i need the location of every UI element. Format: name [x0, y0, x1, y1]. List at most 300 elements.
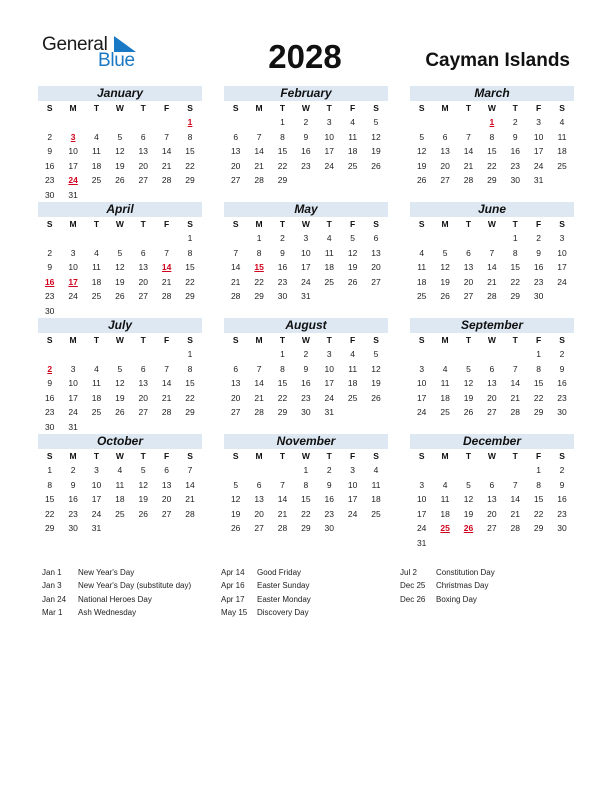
empty-day — [410, 231, 433, 246]
day-cell: 4 — [559, 117, 565, 127]
day-cell: 27 — [254, 523, 264, 533]
day-cell: 7 — [280, 479, 285, 490]
day-cell: 8 — [303, 479, 309, 490]
month-grid — [410, 333, 574, 420]
day-cell: 15 — [185, 146, 195, 156]
empty-day — [132, 231, 155, 246]
day-cell: 15 — [185, 378, 195, 388]
day-cell: 5 — [466, 363, 471, 374]
day-cell: 13 — [230, 378, 241, 388]
day-cell: 30 — [277, 291, 288, 301]
day-cell: 5 — [140, 465, 146, 475]
day-cell: 10 — [91, 479, 102, 490]
day-cell: 5 — [117, 247, 123, 258]
day-cell: 29 — [277, 407, 288, 417]
empty-day — [480, 463, 503, 478]
holiday-name: Christmas Day — [436, 581, 489, 591]
day-cell: 11 — [348, 131, 358, 142]
day-cell: 31 — [68, 421, 78, 432]
day-cell: 31 — [416, 537, 427, 548]
empty-day — [433, 115, 456, 130]
empty-day — [85, 347, 108, 362]
day-cell: 19 — [347, 262, 358, 272]
weekday-header: S — [46, 219, 53, 229]
holiday-name: Good Friday — [257, 568, 302, 577]
empty-day — [85, 231, 108, 246]
empty-day — [224, 231, 247, 246]
day-cell: 6 — [233, 131, 239, 142]
empty-day — [61, 347, 84, 362]
weekday-header: F — [536, 335, 542, 345]
day-cell: 14 — [161, 146, 172, 156]
day-cell: 11 — [92, 262, 101, 272]
day-cell: 9 — [47, 146, 53, 156]
day-cell: 3 — [70, 247, 76, 258]
day-cell: 30 — [324, 523, 334, 533]
day-cell: 2 — [559, 465, 565, 475]
empty-day — [224, 463, 247, 478]
day-cell: 13 — [463, 262, 474, 272]
day-cell: 2 — [559, 349, 565, 359]
day-cell: 13 — [487, 378, 497, 388]
day-cell: 19 — [230, 508, 241, 519]
day-cell: 22 — [254, 276, 264, 287]
month-title: September — [410, 318, 574, 333]
weekday-header: S — [418, 103, 425, 113]
day-cell: 29 — [44, 523, 55, 533]
day-cell: 10 — [301, 247, 311, 258]
weekday-header: W — [115, 103, 124, 113]
day-cell: 30 — [510, 175, 520, 185]
day-cell: 18 — [440, 508, 450, 519]
empty-day — [271, 463, 294, 478]
empty-day — [410, 347, 433, 362]
day-cell: 24 — [301, 276, 311, 287]
day-cell: 7 — [466, 131, 471, 142]
day-cell: 25 — [347, 160, 358, 171]
holiday-day: 16 — [44, 276, 55, 287]
weekday-header: T — [279, 219, 286, 229]
day-cell: 28 — [161, 407, 172, 417]
day-cell: 24 — [68, 291, 78, 301]
weekday-header: S — [187, 335, 193, 345]
day-cell: 11 — [417, 262, 427, 272]
day-cell: 2 — [512, 117, 518, 127]
day-cell: 31 — [324, 407, 334, 417]
day-cell: 14 — [230, 262, 241, 272]
day-cell: 22 — [277, 160, 288, 171]
day-cell: 13 — [230, 146, 241, 156]
day-cell: 28 — [161, 175, 172, 185]
day-cell: 29 — [487, 175, 497, 185]
empty-day — [132, 115, 155, 130]
weekday-header: T — [465, 219, 472, 229]
day-cell: 6 — [373, 233, 379, 243]
day-cell: 26 — [115, 291, 125, 301]
brand-word-general: General — [42, 34, 108, 55]
day-cell: 11 — [92, 146, 101, 156]
day-cell: 10 — [416, 378, 427, 388]
day-cell: 24 — [533, 160, 544, 171]
month-title: January — [38, 86, 202, 101]
empty-day — [457, 231, 480, 246]
month-title: April — [38, 202, 202, 217]
weekday-header: F — [536, 219, 542, 229]
day-cell: 14 — [254, 378, 264, 388]
weekday-header: S — [373, 103, 379, 113]
day-cell: 18 — [324, 262, 334, 272]
weekday-header: S — [559, 103, 565, 113]
day-cell: 20 — [487, 392, 497, 403]
day-cell: 15 — [301, 494, 311, 504]
day-cell: 16 — [301, 146, 311, 156]
day-cell: 7 — [512, 479, 518, 490]
weekday-header: M — [441, 451, 449, 461]
empty-day — [108, 347, 131, 362]
day-cell: 6 — [256, 479, 262, 490]
day-cell: 18 — [91, 160, 102, 171]
day-cell: 30 — [68, 523, 78, 533]
day-cell: 22 — [533, 508, 544, 519]
day-cell: 17 — [68, 392, 78, 403]
day-cell: 5 — [466, 479, 471, 490]
weekday-header: F — [164, 335, 170, 345]
weekday-header: T — [326, 219, 332, 229]
day-cell: 26 — [138, 508, 148, 519]
day-cell: 14 — [254, 146, 264, 156]
day-cell: 24 — [324, 160, 334, 171]
month-grid — [224, 217, 388, 304]
day-cell: 3 — [94, 465, 99, 475]
empty-day — [85, 115, 108, 130]
day-cell: 11 — [92, 378, 101, 388]
day-cell: 13 — [487, 494, 497, 504]
day-cell: 3 — [326, 117, 332, 127]
day-cell: 1 — [187, 349, 193, 359]
day-cell: 22 — [301, 508, 311, 519]
month-title: July — [38, 318, 202, 333]
day-cell: 2 — [536, 233, 542, 243]
month-december — [410, 434, 574, 550]
weekday-header: T — [512, 335, 518, 345]
day-cell: 26 — [115, 175, 125, 185]
weekday-header: T — [140, 219, 146, 229]
weekday-header: M — [69, 451, 77, 461]
day-cell: 12 — [115, 146, 125, 156]
holiday-day: 3 — [70, 131, 76, 142]
day-cell: 2 — [70, 465, 76, 475]
holiday-date: Apr 17 — [221, 594, 245, 604]
day-cell: 27 — [463, 291, 474, 301]
day-cell: 17 — [324, 378, 334, 388]
day-cell: 23 — [277, 276, 288, 287]
day-cell: 30 — [301, 407, 311, 417]
day-cell: 31 — [91, 523, 102, 533]
day-cell: 19 — [416, 160, 427, 171]
day-cell: 12 — [115, 378, 125, 388]
weekday-header: W — [301, 103, 310, 113]
day-cell: 22 — [510, 276, 520, 287]
day-cell: 4 — [94, 131, 99, 142]
day-cell: 28 — [254, 175, 264, 185]
day-cell: 11 — [348, 363, 358, 374]
holiday-date: May 15 — [221, 607, 248, 617]
day-cell: 9 — [47, 378, 53, 388]
empty-day — [410, 115, 433, 130]
day-cell: 20 — [138, 160, 148, 171]
day-cell: 28 — [510, 523, 520, 533]
day-cell: 4 — [94, 363, 99, 374]
weekday-header: T — [326, 335, 332, 345]
holiday-day: 14 — [161, 262, 172, 272]
month-march — [410, 86, 574, 188]
day-cell: 21 — [510, 392, 520, 403]
day-cell: 9 — [536, 247, 542, 258]
day-cell: 14 — [161, 378, 172, 388]
day-cell: 23 — [533, 276, 544, 287]
weekday-header: F — [164, 219, 170, 229]
holiday-day: 24 — [68, 175, 78, 185]
day-cell: 4 — [117, 465, 123, 475]
day-cell: 2 — [303, 117, 309, 127]
day-cell: 10 — [68, 378, 78, 388]
month-grid — [224, 449, 388, 536]
day-cell: 14 — [510, 378, 520, 388]
month-grid — [224, 101, 388, 188]
empty-day — [38, 115, 61, 130]
day-cell: 15 — [185, 262, 195, 272]
day-cell: 22 — [487, 160, 497, 171]
day-cell: 11 — [324, 247, 334, 258]
day-cell: 8 — [47, 479, 53, 490]
holiday-date: Dec 25 — [400, 581, 426, 591]
day-cell: 7 — [256, 363, 262, 374]
day-cell: 3 — [419, 363, 425, 374]
weekday-header: M — [255, 335, 263, 345]
month-grid — [410, 217, 574, 304]
day-cell: 16 — [557, 494, 567, 504]
empty-day — [247, 115, 270, 130]
day-cell: 15 — [510, 262, 520, 272]
day-cell: 3 — [303, 233, 309, 243]
day-cell: 1 — [47, 465, 53, 475]
country-name: Cayman Islands — [425, 50, 570, 71]
empty-day — [247, 347, 270, 362]
empty-day — [38, 231, 61, 246]
holiday-day: 1 — [489, 117, 495, 127]
holiday-column — [400, 566, 495, 606]
day-cell: 9 — [303, 131, 309, 142]
day-cell: 5 — [117, 131, 123, 142]
day-cell: 27 — [161, 508, 172, 519]
month-november — [224, 434, 388, 536]
holiday-entry — [221, 606, 311, 619]
day-cell: 22 — [185, 392, 195, 403]
day-cell: 13 — [440, 146, 450, 156]
weekday-header: S — [187, 451, 193, 461]
month-title: November — [224, 434, 388, 449]
day-cell: 9 — [280, 247, 285, 258]
day-cell: 22 — [533, 392, 544, 403]
day-cell: 9 — [326, 479, 332, 490]
month-september — [410, 318, 574, 420]
holiday-entry — [400, 593, 495, 606]
month-title: March — [410, 86, 574, 101]
holiday-date: Apr 16 — [221, 581, 245, 591]
day-cell: 16 — [277, 262, 288, 272]
day-cell: 5 — [117, 363, 123, 374]
day-cell: 29 — [533, 523, 544, 533]
day-cell: 4 — [373, 465, 379, 475]
day-cell: 9 — [303, 363, 309, 374]
month-august — [224, 318, 388, 420]
empty-day — [457, 347, 480, 362]
weekday-header: S — [232, 451, 239, 461]
day-cell: 18 — [416, 276, 427, 287]
day-cell: 4 — [350, 117, 356, 127]
empty-day — [108, 115, 131, 130]
day-cell: 1 — [256, 233, 262, 243]
weekday-header: M — [441, 335, 449, 345]
day-cell: 17 — [347, 494, 358, 504]
weekday-header: W — [115, 451, 124, 461]
day-cell: 2 — [326, 465, 332, 475]
day-cell: 21 — [161, 392, 172, 403]
empty-day — [433, 347, 456, 362]
day-cell: 23 — [44, 175, 55, 185]
day-cell: 30 — [557, 523, 567, 533]
month-grid — [38, 101, 202, 202]
weekday-header: W — [487, 103, 496, 113]
day-cell: 20 — [463, 276, 474, 287]
month-february — [224, 86, 388, 188]
holiday-entry — [221, 566, 311, 579]
day-cell: 14 — [510, 494, 520, 504]
day-cell: 23 — [510, 160, 520, 171]
holiday-column — [42, 566, 191, 619]
day-cell: 6 — [489, 479, 495, 490]
brand-word-blue: Blue — [98, 50, 135, 71]
day-cell: 12 — [115, 262, 125, 272]
weekday-header: W — [301, 451, 310, 461]
day-cell: 8 — [512, 247, 518, 258]
weekday-header: M — [255, 103, 263, 113]
weekday-header: T — [93, 103, 100, 113]
day-cell: 28 — [254, 407, 264, 417]
day-cell: 4 — [350, 349, 356, 359]
weekday-header: M — [255, 219, 263, 229]
day-cell: 17 — [416, 392, 427, 403]
weekday-header: M — [255, 451, 263, 461]
day-cell: 28 — [277, 523, 288, 533]
day-cell: 13 — [138, 378, 148, 388]
day-cell: 19 — [371, 146, 381, 156]
day-cell: 21 — [254, 392, 264, 403]
day-cell: 16 — [533, 262, 544, 272]
month-july — [38, 318, 202, 434]
day-cell: 15 — [44, 494, 55, 504]
day-cell: 8 — [187, 247, 193, 258]
day-cell: 11 — [440, 494, 450, 504]
day-cell: 15 — [277, 146, 288, 156]
day-cell: 19 — [371, 378, 381, 388]
empty-day — [457, 115, 480, 130]
day-cell: 20 — [230, 160, 241, 171]
day-cell: 7 — [187, 465, 193, 475]
empty-day — [457, 463, 480, 478]
day-cell: 8 — [187, 131, 193, 142]
day-cell: 27 — [230, 175, 241, 185]
day-cell: 25 — [371, 508, 381, 519]
weekday-header: T — [279, 451, 286, 461]
day-cell: 26 — [416, 175, 427, 185]
weekday-header: T — [93, 335, 100, 345]
day-cell: 31 — [533, 175, 544, 185]
day-cell: 23 — [557, 508, 567, 519]
weekday-header: M — [69, 103, 77, 113]
empty-day — [61, 115, 84, 130]
day-cell: 7 — [489, 247, 495, 258]
day-cell: 24 — [557, 276, 567, 287]
holiday-name: National Heroes Day — [78, 594, 152, 604]
day-cell: 28 — [185, 508, 195, 519]
day-cell: 29 — [510, 291, 520, 301]
day-cell: 5 — [233, 479, 239, 490]
day-cell: 1 — [187, 233, 193, 243]
day-cell: 16 — [510, 146, 520, 156]
holiday-entry — [42, 579, 191, 592]
day-cell: 23 — [301, 392, 311, 403]
day-cell: 30 — [533, 291, 544, 301]
holiday-day: 1 — [187, 117, 193, 127]
weekday-header: T — [512, 451, 518, 461]
holiday-column — [221, 566, 311, 619]
weekday-header: S — [559, 451, 565, 461]
day-cell: 25 — [91, 407, 102, 417]
day-cell: 17 — [324, 146, 334, 156]
day-cell: 5 — [373, 117, 379, 127]
holiday-entry — [221, 593, 311, 606]
day-cell: 2 — [303, 349, 309, 359]
day-cell: 3 — [326, 349, 332, 359]
day-cell: 1 — [536, 465, 542, 475]
day-cell: 29 — [277, 175, 288, 185]
day-cell: 20 — [440, 160, 450, 171]
month-title: February — [224, 86, 388, 101]
day-cell: 27 — [487, 407, 497, 417]
day-cell: 29 — [185, 175, 195, 185]
day-cell: 7 — [164, 363, 170, 374]
day-cell: 5 — [442, 247, 448, 258]
holiday-day: 2 — [47, 363, 53, 374]
day-cell: 17 — [416, 508, 427, 519]
day-cell: 6 — [233, 363, 239, 374]
weekday-header: T — [326, 451, 332, 461]
day-cell: 26 — [371, 392, 381, 403]
day-cell: 10 — [557, 247, 567, 258]
day-cell: 21 — [161, 160, 172, 171]
empty-day — [504, 463, 527, 478]
empty-day — [224, 115, 247, 130]
holiday-date: Jan 24 — [42, 594, 67, 604]
day-cell: 11 — [557, 131, 567, 142]
weekday-header: M — [69, 335, 77, 345]
empty-day — [108, 231, 131, 246]
weekday-header: W — [487, 451, 496, 461]
day-cell: 12 — [463, 378, 474, 388]
day-cell: 14 — [487, 262, 497, 272]
holiday-name: Discovery Day — [257, 607, 309, 617]
